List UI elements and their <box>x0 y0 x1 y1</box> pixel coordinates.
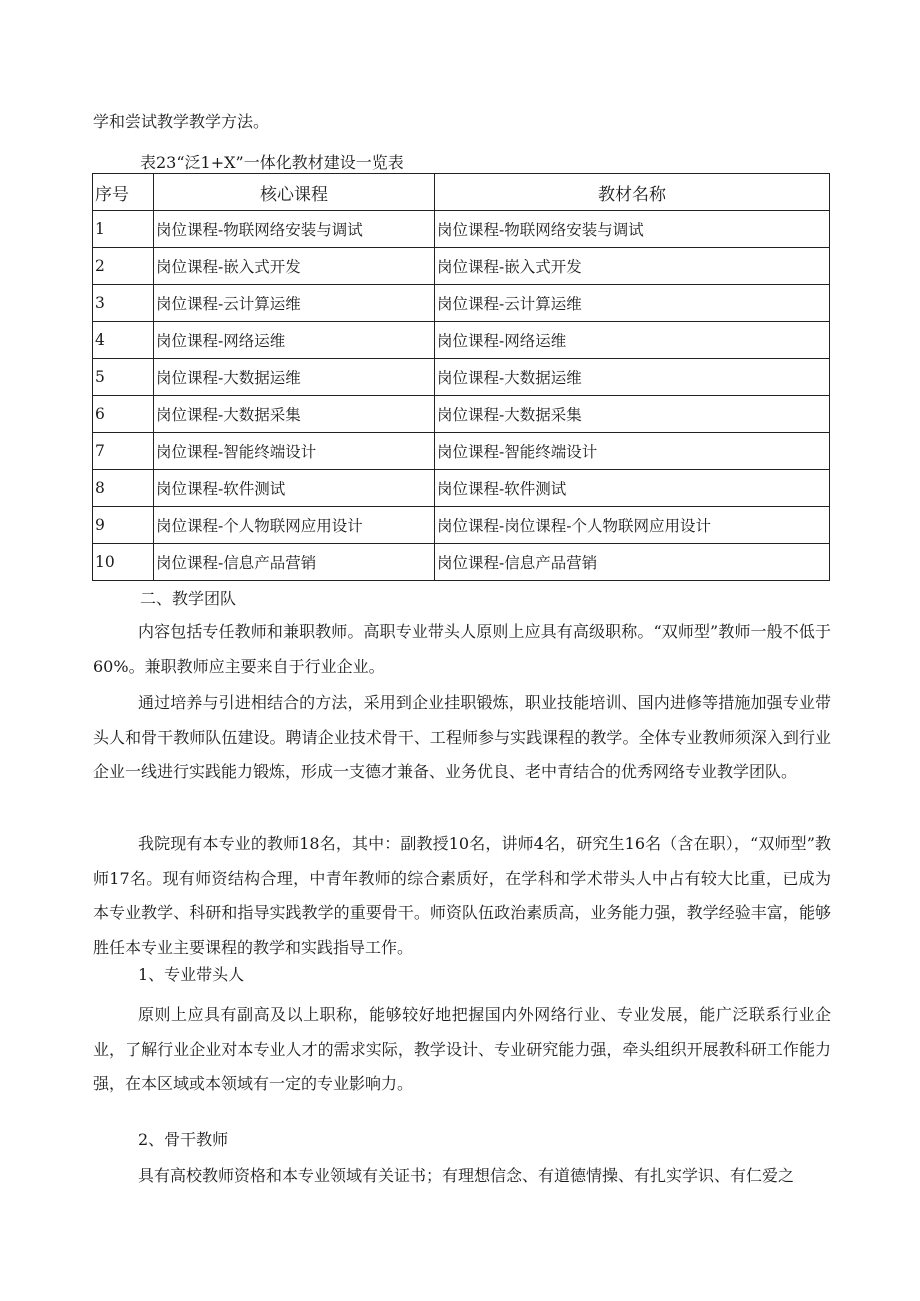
table-row <box>93 507 830 544</box>
cell-index: 2 <box>93 248 154 285</box>
cell-textbook-name: 岗位课程-大数据运维 <box>435 359 830 396</box>
table-caption: 表23“泛1+X”一体化教材建设一览表 <box>140 153 404 172</box>
cell-textbook-name: 岗位课程-智能终端设计 <box>435 433 830 470</box>
paragraph-3: 我院现有本专业的教师18名，其中：副教授10名，讲师4名，研究生16名（含在职），“双师型”教师17名。现有师资结构合理，中青年教师的综合素质好，在学科和学术带头人中占有较大比重，已成为本专业教学、科研和指导实践教学的重要骨干。师资队伍政治素质高，业务能力强，教学经验丰富，能够胜任本专业主要课程的教学和实践指导工作。 <box>93 834 831 957</box>
subsection-1-heading: 1、专业带头人 <box>138 965 245 984</box>
paragraph-1: 内容包括专任教师和兼职教师。高职专业带头人原则上应具有高级职称。“双师型”教师一般不低于60%。兼职教师应主要来自于行业企业。 <box>93 622 831 676</box>
table-row <box>93 470 830 507</box>
table-row <box>93 248 830 285</box>
cell-index: 10 <box>93 544 154 581</box>
cell-index: 9 <box>93 507 154 544</box>
table-row <box>93 359 830 396</box>
cell-core-course: 岗位课程-软件测试 <box>154 470 435 507</box>
cell-core-course: 岗位课程-网络运维 <box>154 322 435 359</box>
cell-index: 8 <box>93 470 154 507</box>
cell-core-course: 岗位课程-信息产品营销 <box>154 544 435 581</box>
table-row <box>93 322 830 359</box>
cell-textbook-name: 岗位课程-岗位课程-个人物联网应用设计 <box>435 507 830 544</box>
cell-index: 1 <box>93 211 154 248</box>
cell-core-course: 岗位课程-云计算运维 <box>154 285 435 322</box>
header-core-course: 核心课程 <box>154 174 435 211</box>
cell-index: 6 <box>93 396 154 433</box>
header-index: 序号 <box>93 174 154 211</box>
cell-core-course: 岗位课程-大数据运维 <box>154 359 435 396</box>
cell-textbook-name: 岗位课程-软件测试 <box>435 470 830 507</box>
cell-textbook-name: 岗位课程-信息产品营销 <box>435 544 830 581</box>
cell-textbook-name: 岗位课程-物联网络安装与调试 <box>435 211 830 248</box>
cell-core-course: 岗位课程-个人物联网应用设计 <box>154 507 435 544</box>
cell-index: 5 <box>93 359 154 396</box>
cell-core-course: 岗位课程-大数据采集 <box>154 396 435 433</box>
cell-index: 3 <box>93 285 154 322</box>
cell-core-course: 岗位课程-物联网络安装与调试 <box>154 211 435 248</box>
subsection-2-heading: 2、骨干教师 <box>138 1130 229 1149</box>
subsection-1-paragraph: 原则上应具有副高及以上职称，能够较好地把握国内外网络行业、专业发展，能广泛联系行业企业，了解行业企业对本专业人才的需求实际，教学设计、专业研究能力强，牵头组织开展教科研工作能力强，在本区域或本领域有一定的专业影响力。 <box>93 1005 831 1093</box>
table-row <box>93 544 830 581</box>
cell-textbook-name: 岗位课程-云计算运维 <box>435 285 830 322</box>
table-row <box>93 211 830 248</box>
cell-textbook-name: 岗位课程-网络运维 <box>435 322 830 359</box>
table-header-row <box>93 174 830 211</box>
section-heading: 二、教学团队 <box>140 589 237 608</box>
cell-textbook-name: 岗位课程-嵌入式开发 <box>435 248 830 285</box>
cell-index: 4 <box>93 322 154 359</box>
top-line: 学和尝试教学教学方法。 <box>93 112 270 131</box>
cell-core-course: 岗位课程-智能终端设计 <box>154 433 435 470</box>
header-textbook-name: 教材名称 <box>435 174 830 211</box>
cell-core-course: 岗位课程-嵌入式开发 <box>154 248 435 285</box>
subsection-2-paragraph: 具有高校教师资格和本专业领域有关证书；有理想信念、有道德情操、有扎实学识、有仁爱之 <box>138 1166 795 1185</box>
cell-textbook-name: 岗位课程-大数据采集 <box>435 396 830 433</box>
table-row <box>93 285 830 322</box>
cell-index: 7 <box>93 433 154 470</box>
table-row <box>93 433 830 470</box>
paragraph-2: 通过培养与引进相结合的方法，采用到企业挂职锻炼，职业技能培训、国内进修等措施加强专业带头人和骨干教师队伍建设。聘请企业技术骨干、工程师参与实践课程的教学。全体专业教师须深入到行业企业一线进行实践能力锻炼，形成一支德才兼备、业务优良、老中青结合的优秀网络专业教学团队。 <box>93 693 831 781</box>
table-row <box>93 396 830 433</box>
textbook-table <box>92 173 830 581</box>
